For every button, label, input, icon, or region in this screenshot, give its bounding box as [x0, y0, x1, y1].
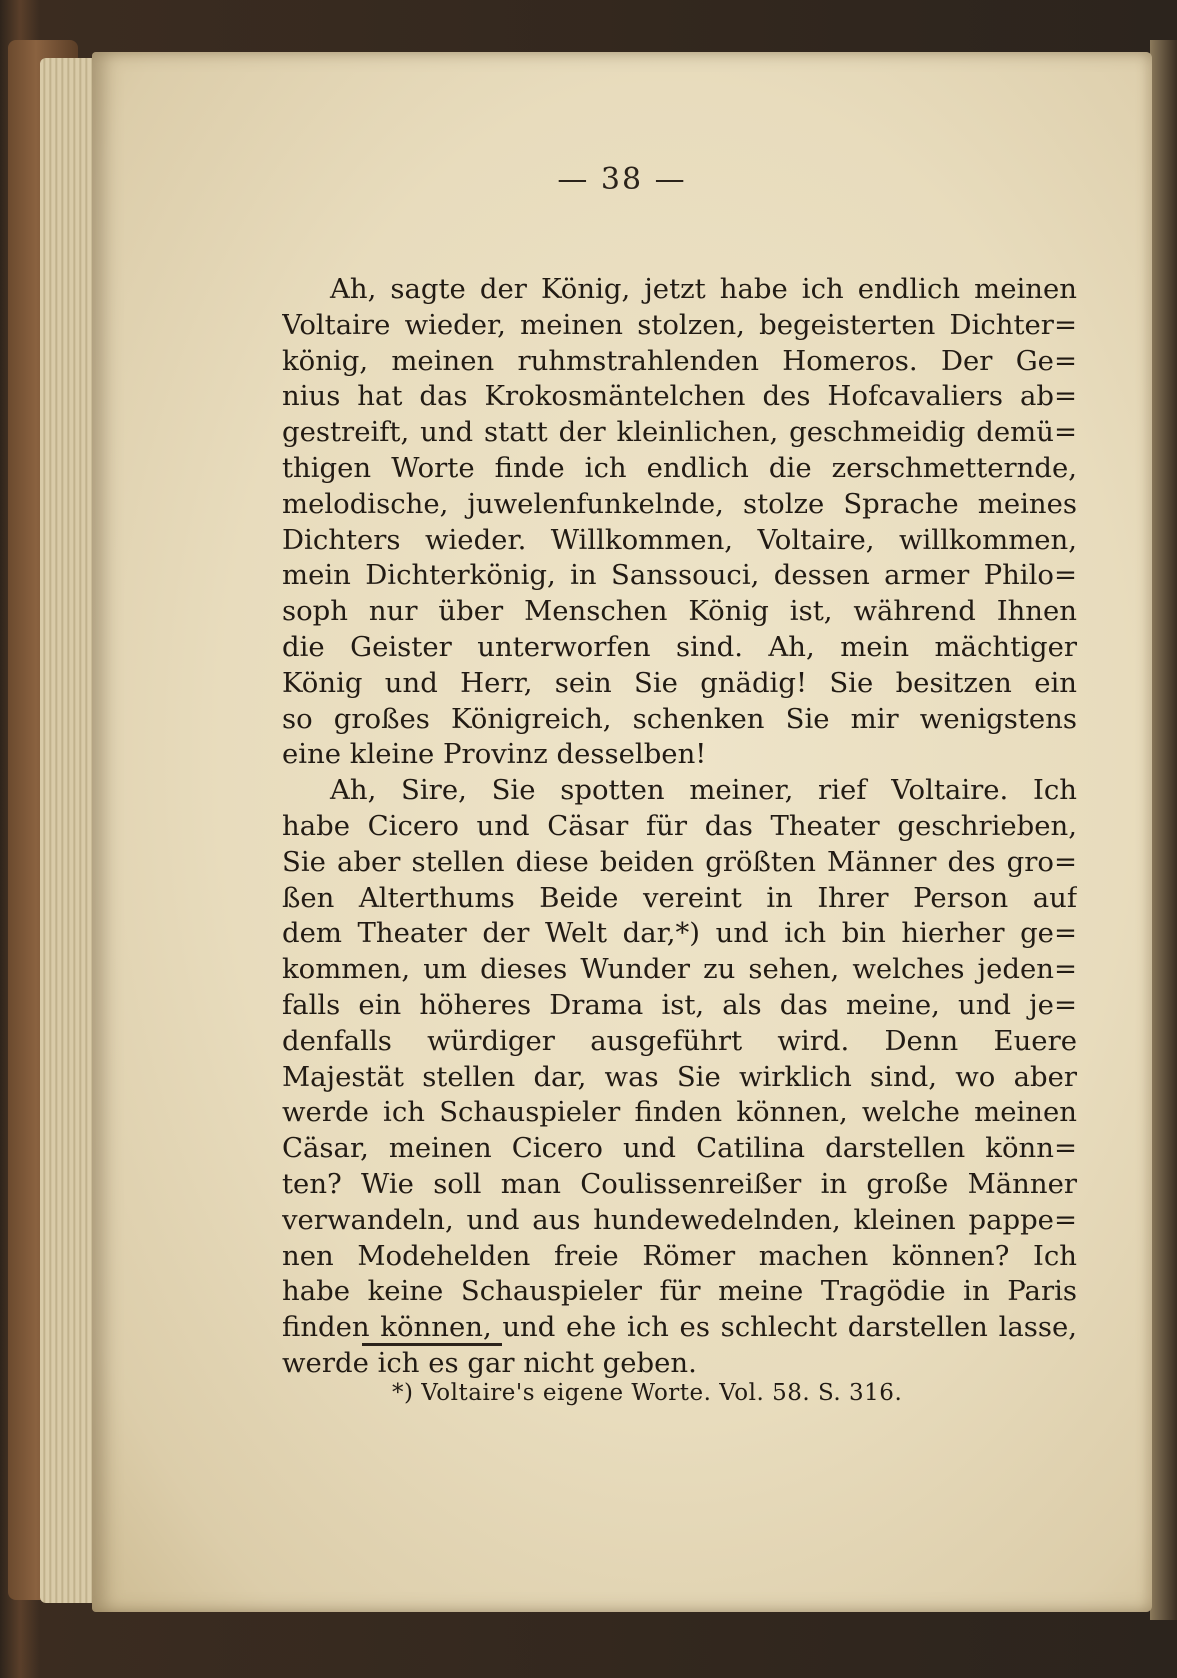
footnote-rule [362, 1343, 502, 1346]
text-line: nen Modehelden freie Römer machen können? Ich [282, 1239, 1077, 1272]
text-line: Dichters wieder. Willkommen, Voltaire, willkommen, [282, 523, 1077, 556]
body-text [282, 272, 1077, 1382]
text-line: Voltaire wieder, meinen stolzen, begeisterten Dichter= [282, 308, 1077, 341]
text-line: König und Herr, sein Sie gnädig! Sie besitzen ein [282, 666, 1077, 699]
text-line: Ah, sagte der König, jetzt habe ich endlich meinen [330, 273, 1077, 305]
page-number: — 38 — [557, 162, 687, 197]
text-line: ten? Wie soll man Coulissenreißer in große Männer [282, 1167, 1077, 1200]
text-line: werde ich Schauspieler finden können, welche meinen [282, 1096, 1077, 1129]
page-stack [40, 58, 100, 1603]
text-line: melodische, juwelenfunkelnde, stolze Sprache meines [282, 487, 1077, 520]
text-line: dem Theater der Welt dar,*) und ich bin hierher ge= [282, 917, 1077, 950]
text-line: thigen Worte finde ich endlich die zerschmetternde, [282, 451, 1077, 484]
text-line: habe keine Schauspieler für meine Tragödie in Paris [282, 1275, 1077, 1308]
book-right-edge [1150, 40, 1177, 1620]
text-line: die Geister unterworfen sind. Ah, mein mächtiger [282, 630, 1077, 663]
text-line: ßen Alterthums Beide vereint in Ihrer Person auf [282, 881, 1077, 914]
text-line: Majestät stellen dar, was Sie wirklich sind, wo aber [282, 1060, 1077, 1093]
text-line: mein Dichterkönig, in Sanssouci, dessen armer Philo= [282, 559, 1077, 592]
text-line: finden können, und ehe ich es schlecht darstellen lasse, [282, 1311, 1077, 1344]
text-line: Sie aber stellen diese beiden größten Männer des gro= [282, 845, 1077, 878]
text-line: nius hat das Krokosmäntelchen des Hofcavaliers ab= [282, 380, 1077, 413]
text-line: kommen, um dieses Wunder zu sehen, welches jeden= [282, 953, 1077, 986]
text-line: werde ich es gar nicht geben. [282, 1346, 697, 1379]
text-line: denfalls würdiger ausgeführt wird. Denn Euere [282, 1024, 1077, 1057]
text-line: verwandeln, und aus hundewedelnden, kleinen pappe= [282, 1203, 1077, 1236]
text-line: so großes Königreich, schenken Sie mir wenigstens [282, 702, 1077, 735]
text-line: könig, meinen ruhmstrahlenden Homeros. Der Ge= [282, 344, 1077, 377]
footnote: *) Voltaire's eigene Worte. Vol. 58. S. 316. [392, 1380, 903, 1406]
text-line: eine kleine Provinz desselben! [282, 738, 707, 771]
text-line: falls ein höheres Drama ist, als das meine, und je= [282, 988, 1077, 1021]
book-page [92, 52, 1152, 1612]
text-line: Ah, Sire, Sie spotten meiner, rief Voltaire. Ich [330, 774, 1077, 807]
text-line: soph nur über Menschen König ist, während Ihnen [282, 595, 1077, 628]
text-line: habe Cicero und Cäsar für das Theater geschrieben, [282, 809, 1077, 842]
text-line: gestreift, und statt der kleinlichen, geschmeidig demü= [282, 416, 1077, 449]
text-line: Cäsar, meinen Cicero und Catilina darstellen könn= [282, 1132, 1077, 1165]
